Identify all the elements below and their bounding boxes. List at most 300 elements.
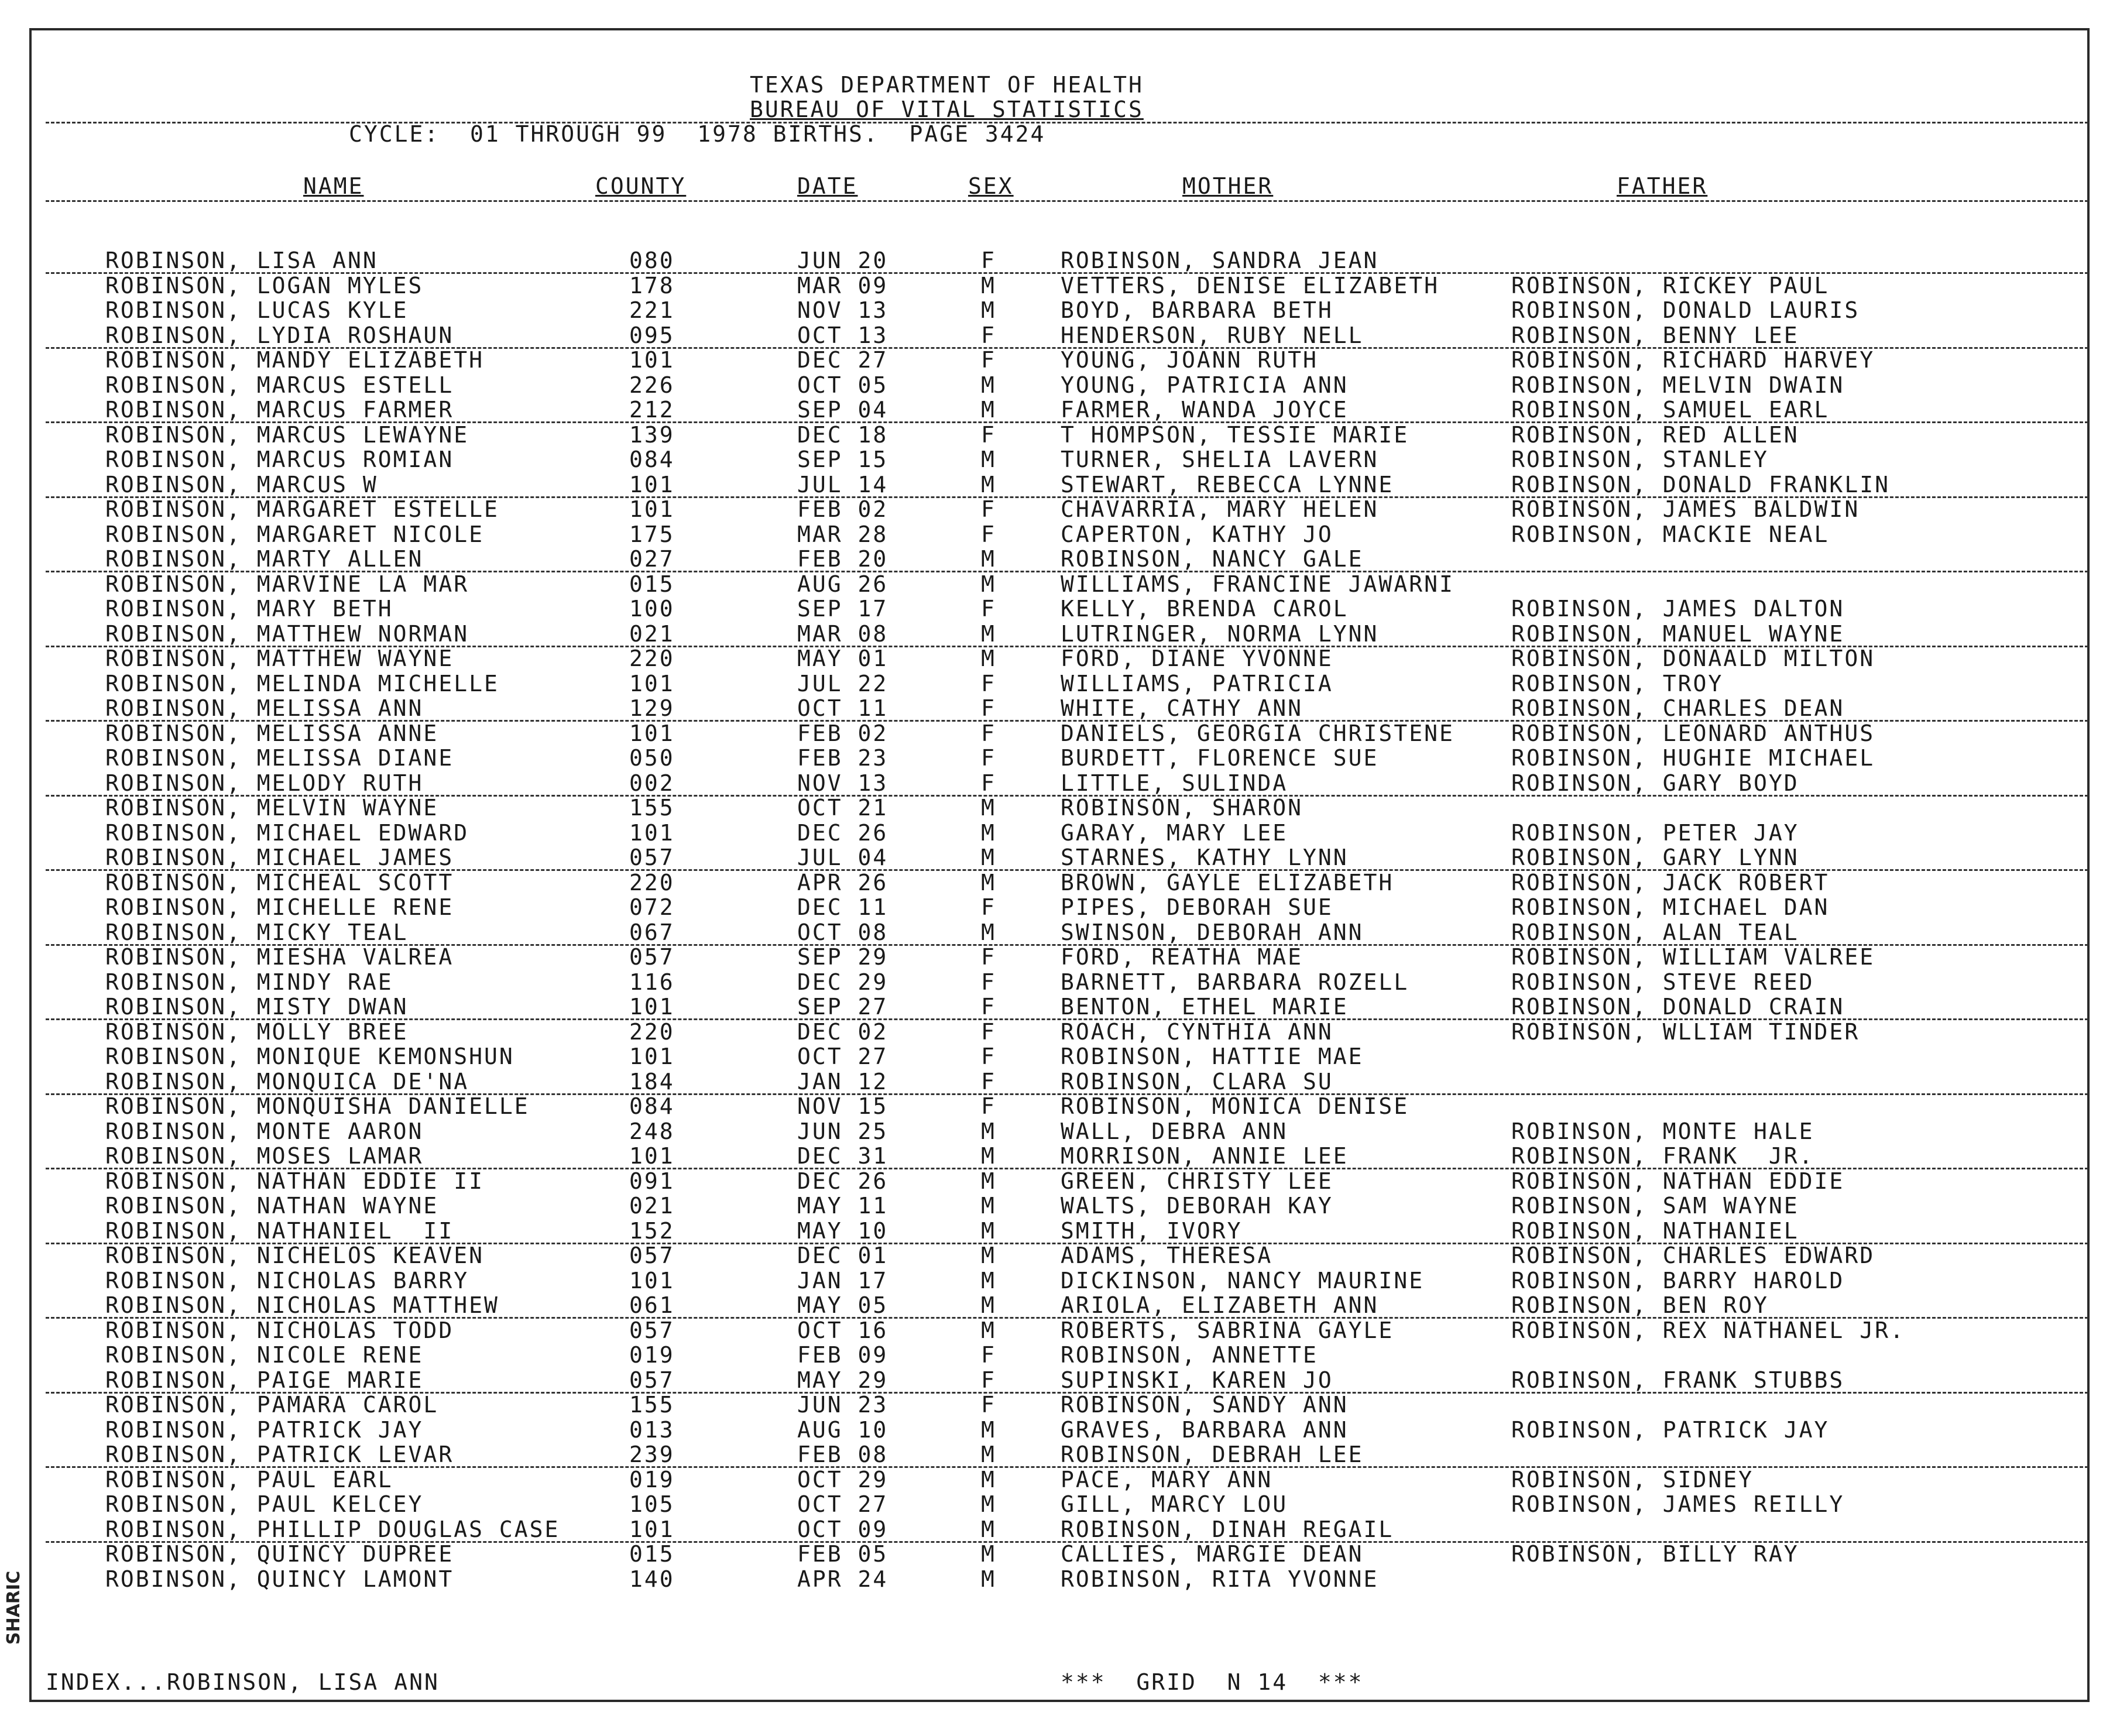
date-cell: SEP 29 — [797, 944, 889, 970]
record-row — [0, 423, 2120, 448]
county-cell: 101 — [629, 670, 675, 697]
record-row — [0, 1492, 2120, 1517]
name-cell: ROBINSON, PAUL EARL — [105, 1466, 393, 1493]
record-row — [0, 1517, 2120, 1542]
record-row — [0, 771, 2120, 796]
mother-cell: BENTON, ETHEL MARIE — [1061, 994, 1349, 1020]
date-cell: AUG 26 — [797, 571, 889, 597]
county-cell: 027 — [629, 546, 675, 572]
sex-cell: F — [981, 1367, 996, 1393]
sex-cell: M — [981, 471, 996, 498]
county-cell: 152 — [629, 1217, 675, 1244]
county-cell: 226 — [629, 372, 675, 398]
record-row — [0, 1119, 2120, 1144]
mother-cell: ROBINSON, SHARON — [1061, 795, 1303, 821]
mother-cell: ROACH, CYNTHIA ANN — [1061, 1018, 1333, 1045]
date-cell: AUG 10 — [797, 1416, 889, 1443]
name-cell: ROBINSON, MARY BETH — [105, 596, 393, 622]
name-cell: ROBINSON, MONIQUE KEMONSHUN — [105, 1044, 514, 1069]
name-cell: ROBINSON, MARGARET NICOLE — [105, 521, 484, 547]
date-cell: OCT 09 — [797, 1516, 889, 1542]
county-cell: 212 — [629, 397, 675, 423]
name-cell: ROBINSON, PATRICK LEVAR — [105, 1442, 454, 1467]
mother-cell: ROBERTS, SABRINA GAYLE — [1061, 1317, 1394, 1343]
record-row — [0, 845, 2120, 870]
sex-cell: F — [981, 770, 996, 796]
father-cell: ROBINSON, NATHAN EDDIE — [1511, 1168, 1845, 1194]
sex-cell: M — [981, 397, 996, 423]
record-row — [0, 397, 2120, 423]
sex-cell: M — [981, 919, 996, 945]
date-cell: JAN 12 — [797, 1068, 889, 1095]
record-row — [0, 273, 2120, 299]
sex-cell: M — [981, 819, 996, 846]
county-cell: 057 — [629, 1317, 675, 1343]
name-cell: ROBINSON, MELINDA MICHELLE — [105, 670, 499, 697]
record-row — [0, 1418, 2120, 1443]
date-cell: FEB 23 — [797, 745, 889, 771]
record-row — [0, 1268, 2120, 1294]
record-row — [0, 795, 2120, 821]
sex-cell: F — [981, 1093, 996, 1119]
record-row — [0, 447, 2120, 472]
report-title: TEXAS DEPARTMENT OF HEALTH — [750, 72, 1144, 98]
sex-cell: F — [981, 1342, 996, 1368]
father-cell: ROBINSON, MELVIN DWAIN — [1511, 372, 1845, 398]
father-cell: ROBINSON, MONTE HALE — [1511, 1118, 1814, 1144]
sex-cell: F — [981, 745, 996, 771]
mother-cell: TURNER, SHELIA LAVERN — [1061, 447, 1379, 472]
record-row — [0, 1144, 2120, 1169]
father-cell: ROBINSON, SIDNEY — [1511, 1466, 1754, 1493]
county-cell: 178 — [629, 272, 675, 299]
name-cell: ROBINSON, PAUL KELCEY — [105, 1491, 424, 1517]
sex-cell: M — [981, 845, 996, 870]
records-list — [0, 248, 2120, 1591]
date-cell: MAY 11 — [797, 1193, 889, 1219]
mother-cell: BURDETT, FLORENCE SUE — [1061, 745, 1379, 771]
sex-cell: M — [981, 1416, 996, 1443]
mother-cell: WILLIAMS, PATRICIA — [1061, 670, 1333, 697]
father-cell: ROBINSON, BEN ROY — [1511, 1292, 1769, 1318]
col-header-mother: MOTHER — [1182, 173, 1274, 199]
column-divider — [46, 200, 2088, 202]
county-cell: 002 — [629, 770, 675, 796]
county-cell: 084 — [629, 1093, 675, 1119]
county-cell: 095 — [629, 322, 675, 348]
father-cell: ROBINSON, HUGHIE MICHAEL — [1511, 745, 1875, 771]
county-cell: 155 — [629, 795, 675, 821]
mother-cell: ROBINSON, RITA YVONNE — [1061, 1566, 1379, 1592]
date-cell: MAR 09 — [797, 272, 889, 299]
sex-cell: M — [981, 1466, 996, 1493]
date-cell: APR 26 — [797, 869, 889, 896]
county-cell: 101 — [629, 471, 675, 498]
mother-cell: CHAVARRIA, MARY HELEN — [1061, 496, 1379, 522]
sex-cell: M — [981, 869, 996, 896]
mother-cell: FORD, DIANE YVONNE — [1061, 646, 1333, 671]
name-cell: ROBINSON, MELISSA ANN — [105, 695, 424, 721]
col-header-county: COUNTY — [595, 173, 687, 199]
county-cell: 139 — [629, 421, 675, 448]
mother-cell: ROBINSON, SANDRA JEAN — [1061, 248, 1379, 273]
sex-cell: F — [981, 695, 996, 721]
sex-cell: M — [981, 1317, 996, 1343]
sex-cell: M — [981, 620, 996, 647]
date-cell: DEC 29 — [797, 969, 889, 995]
record-row — [0, 696, 2120, 721]
name-cell: ROBINSON, PHILLIP DOUGLAS CASE — [105, 1516, 560, 1542]
sex-cell: M — [981, 571, 996, 597]
date-cell: MAR 08 — [797, 620, 889, 647]
date-cell: SEP 17 — [797, 596, 889, 622]
record-row — [0, 1392, 2120, 1418]
name-cell: ROBINSON, NICHOLAS MATTHEW — [105, 1292, 499, 1318]
date-cell: DEC 01 — [797, 1243, 889, 1268]
county-cell: 057 — [629, 1243, 675, 1268]
mother-cell: GARAY, MARY LEE — [1061, 819, 1288, 846]
record-row — [0, 1293, 2120, 1318]
record-row — [0, 1169, 2120, 1194]
date-cell: JAN 17 — [797, 1267, 889, 1294]
name-cell: ROBINSON, PATRICK JAY — [105, 1416, 424, 1443]
mother-cell: ADAMS, THERESA — [1061, 1243, 1273, 1268]
name-cell: ROBINSON, MARCUS W — [105, 471, 378, 498]
sex-cell: F — [981, 521, 996, 547]
sex-cell: M — [981, 372, 996, 398]
sex-cell: M — [981, 447, 996, 472]
county-cell: 220 — [629, 869, 675, 896]
record-row — [0, 472, 2120, 498]
county-cell: 221 — [629, 297, 675, 323]
county-cell: 239 — [629, 1442, 675, 1467]
col-header-date: DATE — [797, 173, 858, 199]
father-cell: ROBINSON, STANLEY — [1511, 447, 1769, 472]
record-row — [0, 596, 2120, 622]
date-cell: OCT 27 — [797, 1044, 889, 1069]
name-cell: ROBINSON, MARCUS ESTELL — [105, 372, 454, 398]
sex-cell: F — [981, 994, 996, 1020]
mother-cell: STARNES, KATHY LYNN — [1061, 845, 1349, 870]
mother-cell: WALL, DEBRA ANN — [1061, 1118, 1288, 1144]
father-cell: ROBINSON, STEVE REED — [1511, 969, 1814, 995]
name-cell: ROBINSON, MELODY RUTH — [105, 770, 424, 796]
county-cell: 021 — [629, 1193, 675, 1219]
record-row — [0, 1467, 2120, 1493]
mother-cell: T HOMPSON, TESSIE MARIE — [1061, 421, 1409, 448]
father-cell: ROBINSON, DONALD FRANKLIN — [1511, 471, 1890, 498]
name-cell: ROBINSON, QUINCY DUPREE — [105, 1541, 454, 1567]
name-cell: ROBINSON, MARVINE LA MAR — [105, 571, 469, 597]
sex-cell: F — [981, 596, 996, 622]
record-row — [0, 895, 2120, 920]
mother-cell: DANIELS, GEORGIA CHRISTENE — [1061, 720, 1455, 746]
date-cell: NOV 13 — [797, 770, 889, 796]
date-cell: FEB 09 — [797, 1342, 889, 1368]
name-cell: ROBINSON, MARCUS LEWAYNE — [105, 421, 469, 448]
name-cell: ROBINSON, NICHELOS KEAVEN — [105, 1243, 484, 1268]
sex-cell: F — [981, 1018, 996, 1045]
father-cell: ROBINSON, MICHAEL DAN — [1511, 894, 1830, 920]
col-header-sex: SEX — [968, 173, 1014, 199]
sex-cell: M — [981, 646, 996, 671]
county-cell: 019 — [629, 1342, 675, 1368]
father-cell: ROBINSON, GARY LYNN — [1511, 845, 1799, 870]
sex-cell: F — [981, 670, 996, 697]
record-row — [0, 646, 2120, 671]
mother-cell: MORRISON, ANNIE LEE — [1061, 1143, 1349, 1169]
name-cell: ROBINSON, MANDY ELIZABETH — [105, 347, 484, 373]
county-cell: 091 — [629, 1168, 675, 1194]
sex-cell: M — [981, 1566, 996, 1592]
mother-cell: ARIOLA, ELIZABETH ANN — [1061, 1292, 1379, 1318]
date-cell: FEB 02 — [797, 720, 889, 746]
name-cell: ROBINSON, MICHAEL EDWARD — [105, 819, 469, 846]
name-cell: ROBINSON, PAIGE MARIE — [105, 1367, 424, 1393]
father-cell: ROBINSON, JAMES DALTON — [1511, 596, 1845, 622]
county-cell: 248 — [629, 1118, 675, 1144]
father-cell: ROBINSON, TROY — [1511, 670, 1724, 697]
record-row — [0, 870, 2120, 896]
record-row — [0, 622, 2120, 647]
record-row — [0, 323, 2120, 348]
sex-cell: M — [981, 297, 996, 323]
record-row — [0, 348, 2120, 373]
mother-cell: GREEN, CHRISTY LEE — [1061, 1168, 1333, 1194]
date-cell: MAY 10 — [797, 1217, 889, 1244]
father-cell: ROBINSON, DONALD CRAIN — [1511, 994, 1845, 1020]
date-cell: OCT 08 — [797, 919, 889, 945]
date-cell: JUN 23 — [797, 1392, 889, 1418]
mother-cell: VETTERS, DENISE ELIZABETH — [1061, 272, 1439, 299]
name-cell: ROBINSON, MONQUICA DE'NA — [105, 1068, 469, 1095]
date-cell: MAY 29 — [797, 1367, 889, 1393]
mother-cell: YOUNG, JOANN RUTH — [1061, 347, 1318, 373]
name-cell: ROBINSON, NATHANIEL II — [105, 1217, 454, 1244]
father-cell: ROBINSON, LEONARD ANTHUS — [1511, 720, 1875, 746]
sex-cell: M — [981, 1292, 996, 1318]
date-cell: MAR 28 — [797, 521, 889, 547]
county-cell: 019 — [629, 1466, 675, 1493]
record-row — [0, 1567, 2120, 1592]
mother-cell: GILL, MARCY LOU — [1061, 1491, 1288, 1517]
sex-cell: M — [981, 1193, 996, 1219]
county-cell: 101 — [629, 720, 675, 746]
mother-cell: DICKINSON, NANCY MAURINE — [1061, 1267, 1425, 1294]
mother-cell: HENDERSON, RUBY NELL — [1061, 322, 1364, 348]
sex-cell: F — [981, 894, 996, 920]
date-cell: JUN 20 — [797, 248, 889, 273]
mother-cell: STEWART, REBECCA LYNNE — [1061, 471, 1394, 498]
date-cell: SEP 27 — [797, 994, 889, 1020]
date-cell: OCT 21 — [797, 795, 889, 821]
mother-cell: SMITH, IVORY — [1061, 1217, 1243, 1244]
father-cell: ROBINSON, DONALD LAURIS — [1511, 297, 1860, 323]
county-cell: 067 — [629, 919, 675, 945]
record-row — [0, 1044, 2120, 1069]
date-cell: JUL 04 — [797, 845, 889, 870]
sex-cell: F — [981, 720, 996, 746]
date-cell: JUL 14 — [797, 471, 889, 498]
father-cell: ROBINSON, MANUEL WAYNE — [1511, 620, 1845, 647]
sex-cell: F — [981, 347, 996, 373]
sex-cell: F — [981, 944, 996, 970]
sex-cell: F — [981, 248, 996, 273]
county-cell: 101 — [629, 819, 675, 846]
mother-cell: WILLIAMS, FRANCINE JAWARNI — [1061, 571, 1455, 597]
father-cell: ROBINSON, REX NATHANEL JR. — [1511, 1317, 1905, 1343]
county-cell: 140 — [629, 1566, 675, 1592]
mother-cell: KELLY, BRENDA CAROL — [1061, 596, 1349, 622]
date-cell: SEP 15 — [797, 447, 889, 472]
record-row — [0, 572, 2120, 597]
county-cell: 061 — [629, 1292, 675, 1318]
county-cell: 101 — [629, 496, 675, 522]
name-cell: ROBINSON, MARGARET ESTELLE — [105, 496, 499, 522]
county-cell: 101 — [629, 1143, 675, 1169]
sex-cell: F — [981, 322, 996, 348]
mother-cell: PACE, MARY ANN — [1061, 1466, 1273, 1493]
date-cell: DEC 27 — [797, 347, 889, 373]
name-cell: ROBINSON, LYDIA ROSHAUN — [105, 322, 454, 348]
record-row — [0, 671, 2120, 697]
name-cell: ROBINSON, MELISSA DIANE — [105, 745, 454, 771]
sex-cell: M — [981, 546, 996, 572]
father-cell: ROBINSON, MACKIE NEAL — [1511, 521, 1830, 547]
name-cell: ROBINSON, NICHOLAS BARRY — [105, 1267, 469, 1294]
name-cell: ROBINSON, MICKY TEAL — [105, 919, 409, 945]
col-header-name: NAME — [303, 173, 364, 199]
county-cell: 057 — [629, 1367, 675, 1393]
name-cell: ROBINSON, NATHAN EDDIE II — [105, 1168, 484, 1194]
mother-cell: BARNETT, BARBARA ROZELL — [1061, 969, 1409, 995]
name-cell: ROBINSON, MIESHA VALREA — [105, 944, 454, 970]
date-cell: DEC 02 — [797, 1018, 889, 1045]
date-cell: OCT 27 — [797, 1491, 889, 1517]
name-cell: ROBINSON, MELISSA ANNE — [105, 720, 439, 746]
record-row — [0, 1094, 2120, 1119]
mother-cell: YOUNG, PATRICIA ANN — [1061, 372, 1349, 398]
county-cell: 101 — [629, 1516, 675, 1542]
name-cell: ROBINSON, NICHOLAS TODD — [105, 1317, 454, 1343]
date-cell: OCT 13 — [797, 322, 889, 348]
sex-cell: F — [981, 496, 996, 522]
footer-index: INDEX...ROBINSON, LISA ANN — [46, 1669, 440, 1695]
date-cell: FEB 02 — [797, 496, 889, 522]
name-cell: ROBINSON, MATTHEW NORMAN — [105, 620, 469, 647]
father-cell: ROBINSON, NATHANIEL — [1511, 1217, 1799, 1244]
record-row — [0, 1219, 2120, 1244]
date-cell: JUL 22 — [797, 670, 889, 697]
name-cell: ROBINSON, MARCUS FARMER — [105, 397, 454, 423]
mother-cell: CALLIES, MARGIE DEAN — [1061, 1541, 1364, 1567]
name-cell: ROBINSON, LOGAN MYLES — [105, 272, 424, 299]
father-cell: ROBINSON, BILLY RAY — [1511, 1541, 1799, 1567]
date-cell: DEC 26 — [797, 819, 889, 846]
date-cell: JUN 25 — [797, 1118, 889, 1144]
record-row — [0, 994, 2120, 1020]
county-cell: 101 — [629, 1267, 675, 1294]
record-row — [0, 721, 2120, 746]
father-cell: ROBINSON, RICHARD HARVEY — [1511, 347, 1875, 373]
date-cell: OCT 16 — [797, 1317, 889, 1343]
date-cell: SEP 04 — [797, 397, 889, 423]
name-cell: ROBINSON, LUCAS KYLE — [105, 297, 409, 323]
date-cell: NOV 13 — [797, 297, 889, 323]
county-cell: 084 — [629, 447, 675, 472]
county-cell: 021 — [629, 620, 675, 647]
name-cell: ROBINSON, MONTE AARON — [105, 1118, 424, 1144]
sex-cell: F — [981, 421, 996, 448]
name-cell: ROBINSON, LISA ANN — [105, 248, 378, 273]
sex-cell: M — [981, 1541, 996, 1567]
mother-cell: PIPES, DEBORAH SUE — [1061, 894, 1333, 920]
father-cell: ROBINSON, BARRY HAROLD — [1511, 1267, 1845, 1294]
sex-cell: F — [981, 1044, 996, 1069]
record-row — [0, 1442, 2120, 1467]
county-cell: 101 — [629, 347, 675, 373]
mother-cell: ROBINSON, NANCY GALE — [1061, 546, 1364, 572]
name-cell: ROBINSON, NATHAN WAYNE — [105, 1193, 439, 1219]
name-cell: ROBINSON, MOLLY BREE — [105, 1018, 409, 1045]
mother-cell: CAPERTON, KATHY JO — [1061, 521, 1333, 547]
mother-cell: ROBINSON, SANDY ANN — [1061, 1392, 1349, 1418]
sex-cell: M — [981, 1442, 996, 1467]
sex-cell: M — [981, 1143, 996, 1169]
date-cell: NOV 15 — [797, 1093, 889, 1119]
record-row — [0, 373, 2120, 398]
date-cell: FEB 20 — [797, 546, 889, 572]
mother-cell: WALTS, DEBORAH KAY — [1061, 1193, 1333, 1219]
record-row — [0, 497, 2120, 522]
date-cell: FEB 05 — [797, 1541, 889, 1567]
county-cell: 013 — [629, 1416, 675, 1443]
mother-cell: ROBINSON, CLARA SU — [1061, 1068, 1333, 1095]
mother-cell: SUPINSKI, KAREN JO — [1061, 1367, 1333, 1393]
mother-cell: ROBINSON, HATTIE MAE — [1061, 1044, 1364, 1069]
record-row — [0, 1343, 2120, 1368]
county-cell: 220 — [629, 1018, 675, 1045]
date-cell: DEC 31 — [797, 1143, 889, 1169]
mother-cell: FARMER, WANDA JOYCE — [1061, 397, 1349, 423]
sex-cell: M — [981, 1217, 996, 1244]
record-row — [0, 1193, 2120, 1219]
father-cell: ROBINSON, CHARLES EDWARD — [1511, 1243, 1875, 1268]
sex-cell: M — [981, 1267, 996, 1294]
mother-cell: LUTRINGER, NORMA LYNN — [1061, 620, 1379, 647]
father-cell: ROBINSON, CHARLES DEAN — [1511, 695, 1845, 721]
sex-cell: F — [981, 1392, 996, 1418]
name-cell: ROBINSON, MISTY DWAN — [105, 994, 409, 1020]
county-cell: 184 — [629, 1068, 675, 1095]
record-row — [0, 1542, 2120, 1567]
county-cell: 057 — [629, 845, 675, 870]
county-cell: 015 — [629, 1541, 675, 1567]
record-row — [0, 1243, 2120, 1268]
name-cell: ROBINSON, MELVIN WAYNE — [105, 795, 439, 821]
sex-cell: F — [981, 969, 996, 995]
county-cell: 015 — [629, 571, 675, 597]
sex-cell: F — [981, 1068, 996, 1095]
side-mark: SHARIC — [4, 1570, 24, 1645]
name-cell: ROBINSON, MONQUISHA DANIELLE — [105, 1093, 530, 1119]
father-cell: ROBINSON, BENNY LEE — [1511, 322, 1799, 348]
father-cell: ROBINSON, DONAALD MILTON — [1511, 646, 1875, 671]
record-row — [0, 746, 2120, 771]
record-row — [0, 821, 2120, 846]
father-cell: ROBINSON, RICKEY PAUL — [1511, 272, 1830, 299]
mother-cell: BOYD, BARBARA BETH — [1061, 297, 1333, 323]
